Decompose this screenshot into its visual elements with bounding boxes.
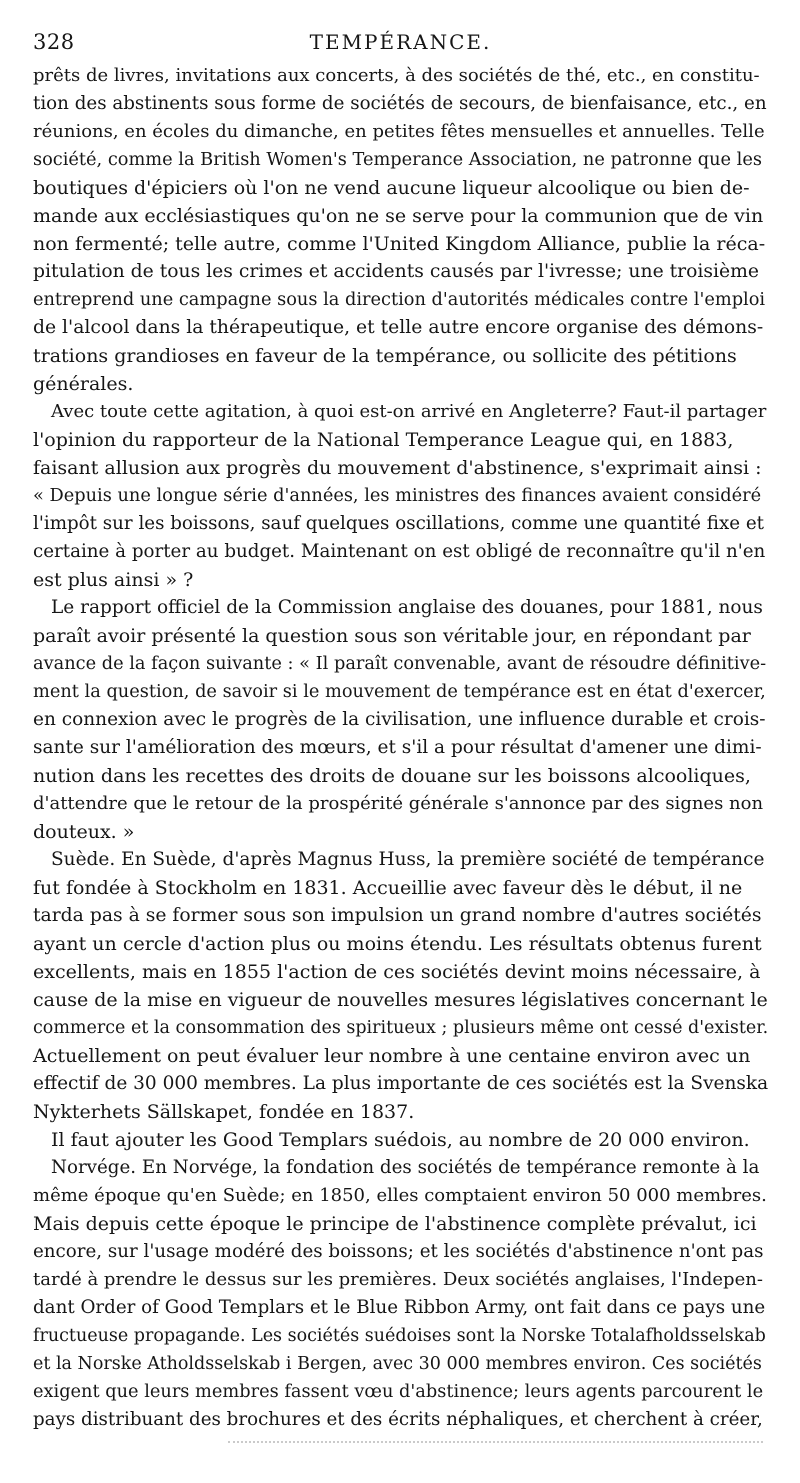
text-line: paraît avoir présenté la question sous son véritable jour, en répondant par xyxy=(33,625,751,647)
text-line: l'opinion du rapporteur de la National Temperance League qui, en 1883, xyxy=(33,429,734,451)
text-line: fructueuse propagande. Les sociétés suédoises sont la Norske Totalafholdsselskab xyxy=(33,1326,766,1346)
text-line: société, comme la British Women's Temperance Association, ne patronne que les xyxy=(33,150,762,170)
text-line: tardé à prendre le dessus sur les premières. Deux sociétés anglaises, l'Indepen- xyxy=(33,1269,763,1290)
text-line: entreprend une campagne sous la direction d'autorités médicales contre l'emploi xyxy=(33,290,766,310)
text-line: dant Order of Good Templars et le Blue Ribbon Army, ont fait dans ce pays une xyxy=(33,1297,766,1318)
text-line: est plus ainsi » ? xyxy=(33,569,194,591)
text-line: non fermenté; telle autre, comme l'United Kingdom Alliance, publie la réca- xyxy=(33,233,766,255)
text-line: réunions, en écoles du dimanche, en petites fêtes mensuelles et annuelles. Telle xyxy=(33,121,765,142)
text-line: exigent que leurs membres fassent vœu d'abstinence; leurs agents parcourent le xyxy=(33,1382,764,1402)
text-line: boutiques d'épiciers où l'on ne vend aucune liqueur alcoolique ou bien de- xyxy=(33,177,750,199)
text-line: d'attendre que le retour de la prospérité générale s'annonce par des signes non xyxy=(33,793,764,814)
text-line: cause de la mise en vigueur de nouvelles mesures législatives concernant le xyxy=(33,989,768,1011)
text-line: ment la question, de savoir si le mouvement de tempérance est en état d'exercer, xyxy=(33,682,766,702)
text-line: en connexion avec le progrès de la civilisation, une influence durable et crois- xyxy=(33,709,766,730)
faint-footer-rule xyxy=(228,1441,763,1447)
body-text xyxy=(33,62,768,1434)
running-title: TEMPÉRANCE. xyxy=(309,30,492,54)
text-line: Nykterhets Sällskapet, fondée en 1837. xyxy=(33,1101,415,1123)
text-line: Avec toute cette agitation, à quoi est-on arrivé en Angleterre? Faut-il partager xyxy=(51,401,767,422)
text-line: Mais depuis cette époque le principe de l'abstinence complète prévalut, ici xyxy=(33,1213,757,1235)
text-line: effectif de 30 000 membres. La plus importante de ces sociétés est la Svenska xyxy=(33,1073,769,1094)
text-line: Actuellement on peut évaluer leur nombre à une centaine environ avec un xyxy=(33,1045,751,1067)
text-line: l'impôt sur les boissons, sauf quelques oscillations, comme une quantité fixe et xyxy=(33,513,764,534)
text-line: fut fondée à Stockholm en 1831. Accueillie avec faveur dès le début, il ne xyxy=(33,877,743,899)
text-line: de l'alcool dans la thérapeutique, et telle autre encore organise des démons- xyxy=(33,317,764,338)
text-line: sante sur l'amélioration des mœurs, et s'il a pour résultat d'amener une dimi- xyxy=(33,737,762,758)
text-line: prêts de livres, invitations aux concerts, à des sociétés de thé, etc., en constitu- xyxy=(33,65,760,86)
text-line: ayant un cercle d'action plus ou moins étendu. Les résultats obtenus furent xyxy=(33,933,762,955)
text-line: « Depuis une longue série d'années, les ministres des finances avaient considéré xyxy=(33,486,762,506)
text-line: pitulation de tous les crimes et accidents causés par l'ivresse; une troisième xyxy=(33,261,759,282)
text-line: avance de la façon suivante : « Il paraît convenable, avant de résoudre définitive- xyxy=(33,654,767,674)
text-line: excellents, mais en 1855 l'action de ces sociétés devint moins nécessaire, à xyxy=(33,961,761,983)
page-number: 328 xyxy=(33,30,75,54)
text-line: certaine à porter au budget. Maintenant on est obligé de reconnaître qu'il n'en xyxy=(33,541,766,562)
text-line: Norvége. En Norvége, la fondation des sociétés de tempérance remonte à la xyxy=(51,1157,760,1178)
text-line: douteux. » xyxy=(33,821,135,843)
text-line: Il faut ajouter les Good Templars suédois, au nombre de 20 000 environ. xyxy=(51,1129,750,1151)
text-line: nution dans les recettes des droits de douane sur les boissons alcooliques, xyxy=(33,765,751,787)
page-header xyxy=(33,30,768,62)
text-line: même époque qu'en Suède; en 1850, elles comptaient environ 50 000 membres. xyxy=(33,1185,767,1206)
text-line: tion des abstinents sous forme de sociétés de secours, de bienfaisance, etc., en xyxy=(33,93,767,114)
text-line: trations grandioses en faveur de la tempérance, ou sollicite des pétitions xyxy=(33,345,737,367)
text-line: faisant allusion aux progrès du mouvement d'abstinence, s'exprimait ainsi : xyxy=(33,457,762,479)
text-line: Le rapport officiel de la Commission anglaise des douanes, pour 1881, nous xyxy=(51,597,763,618)
text-line: encore, sur l'usage modéré des boissons; et les sociétés d'abstinence n'ont pas xyxy=(33,1241,764,1262)
text-line: tarda pas à se former sous son impulsion un grand nombre d'autres sociétés xyxy=(33,905,762,926)
text-line: pays distribuant des brochures et des écrits néphaliques, et cherchent à créer, xyxy=(33,1409,763,1430)
text-line: Suède. En Suède, d'après Magnus Huss, la première société de tempérance xyxy=(51,849,765,870)
text-line: et la Norske Atholdsselskab i Bergen, avec 30 000 membres environ. Ces sociétés xyxy=(33,1354,762,1374)
text-line: générales. xyxy=(33,373,134,395)
text-line: commerce et la consommation des spiritueux ; plusieurs même ont cessé d'exister. xyxy=(33,1018,769,1038)
text-line: mande aux ecclésiastiques qu'on ne se serve pour la communion que de vin xyxy=(33,205,764,227)
